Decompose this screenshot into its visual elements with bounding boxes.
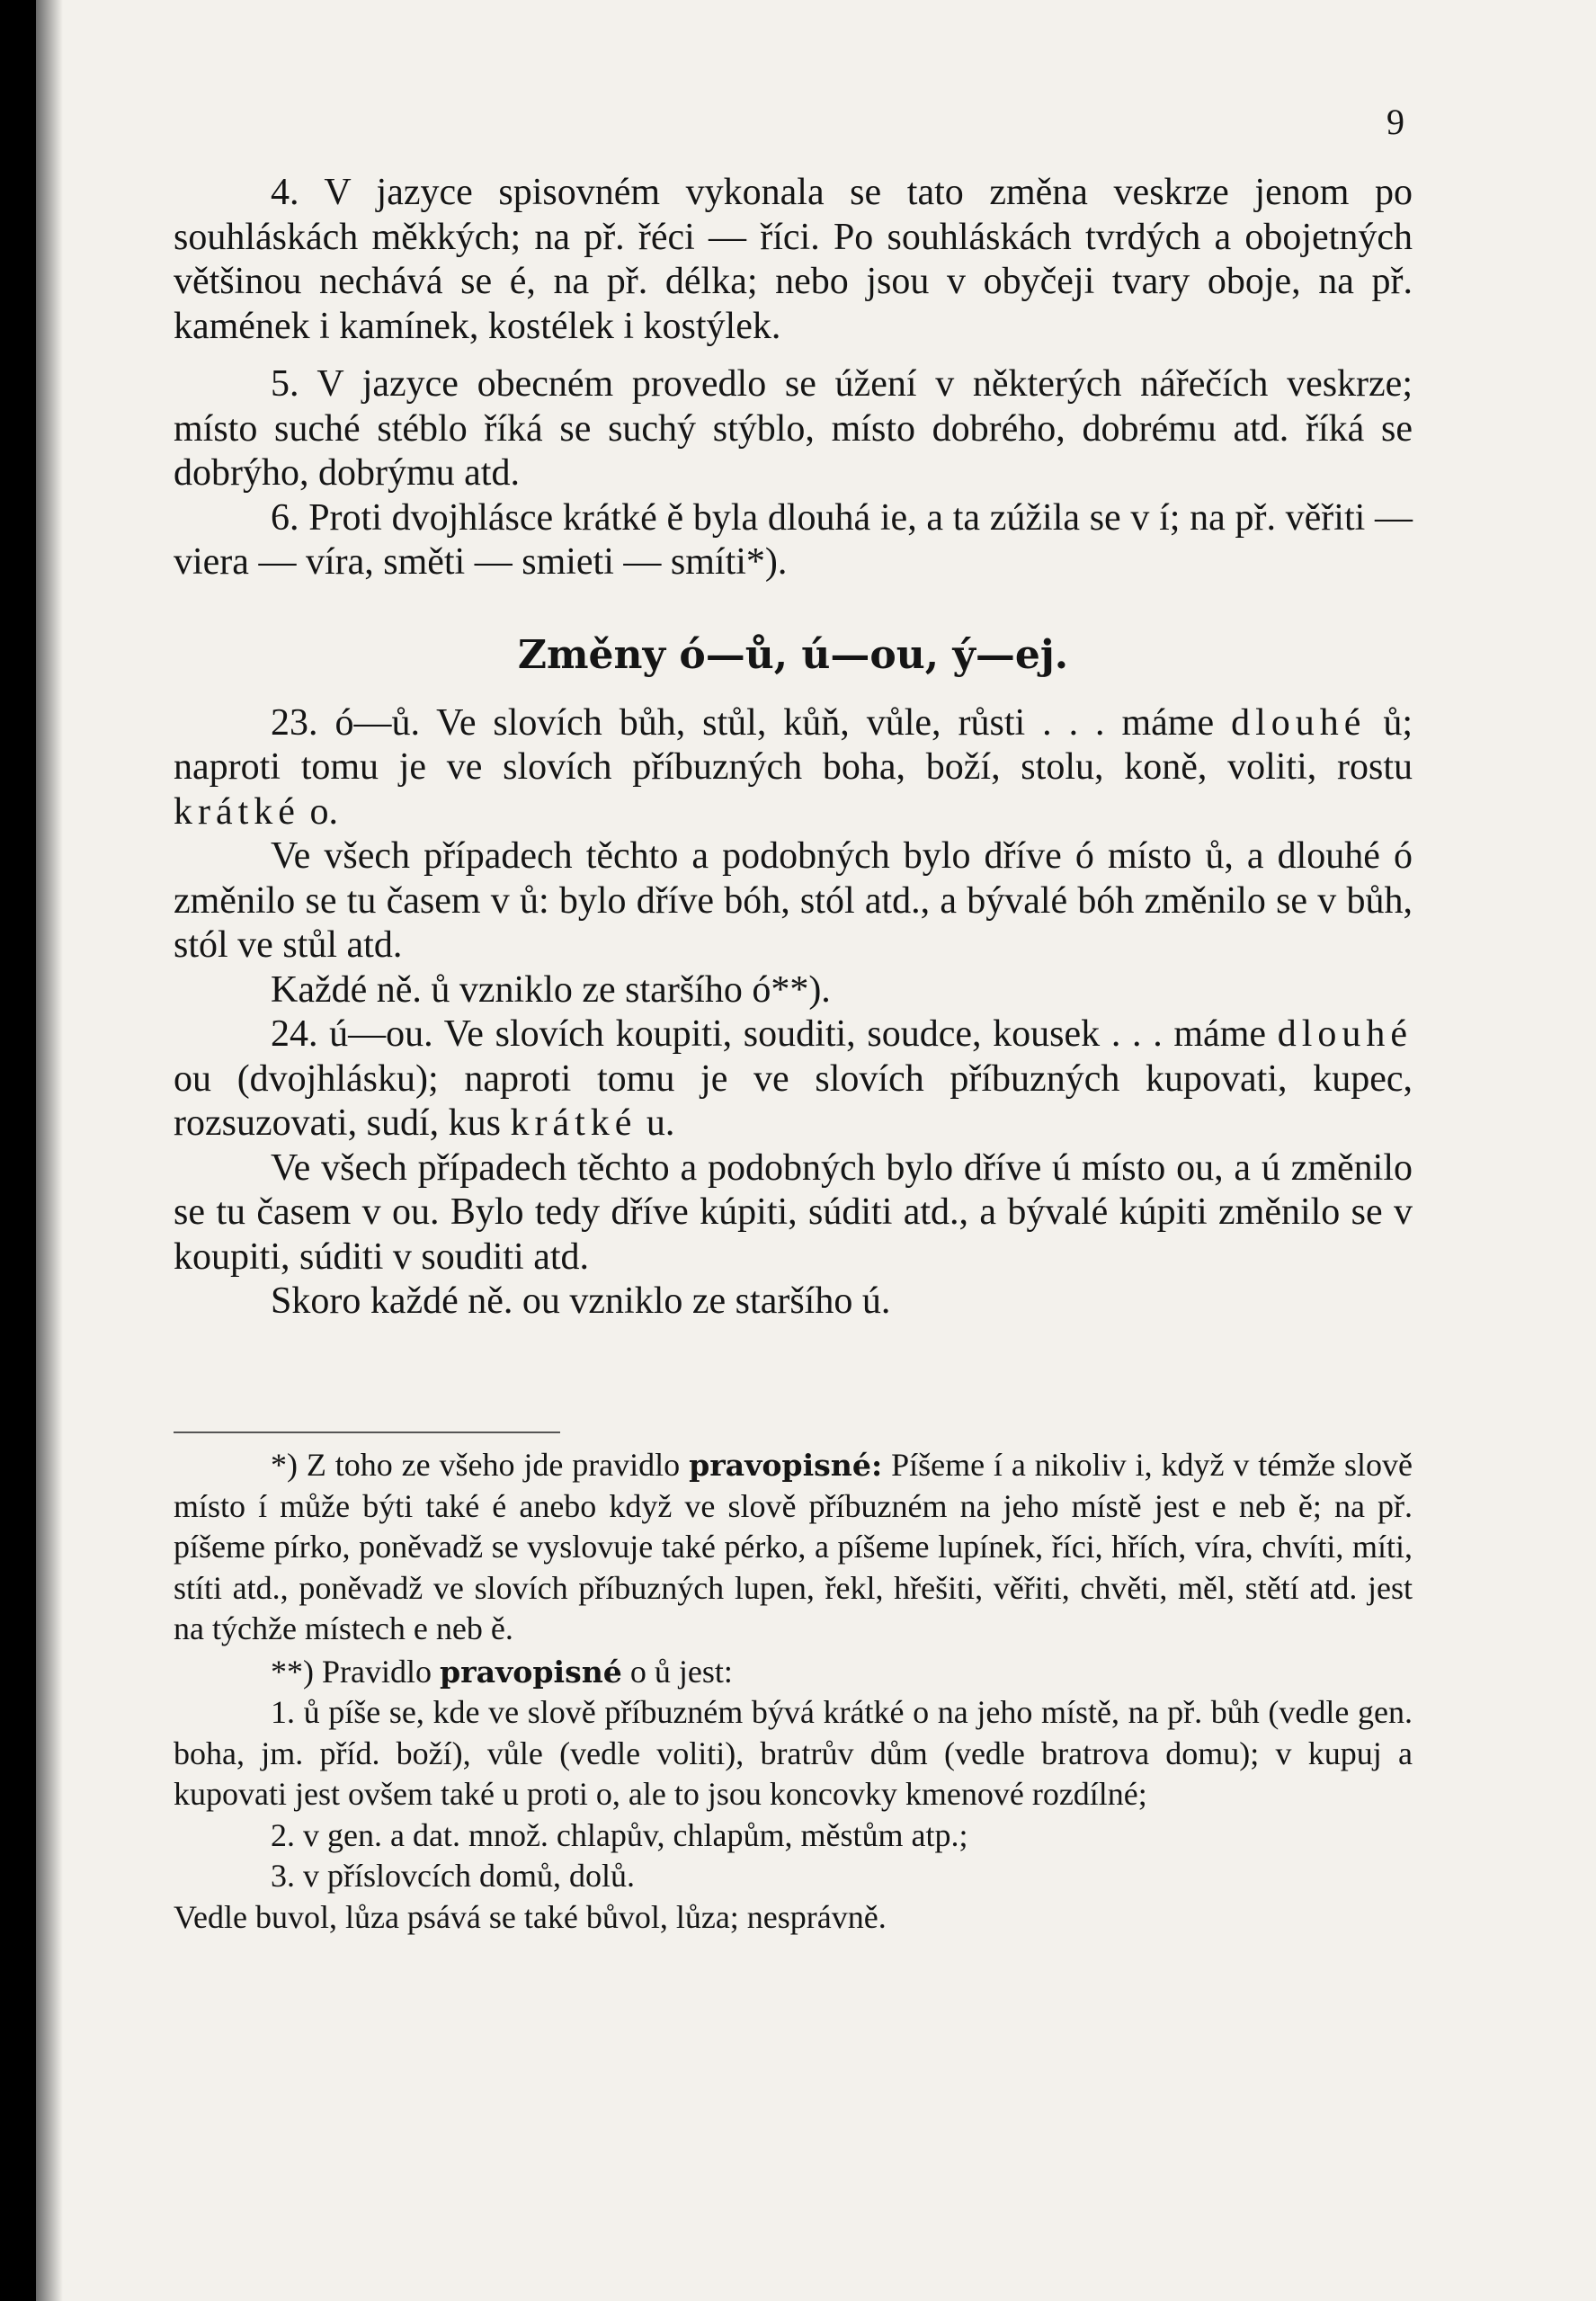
paragraph-5: 5. V jazyce obecném provedlo se úžení v některých nářečích veskrze; místo suché stéblo říká se suchý stýblo, místo dobrého, dobrému atd. říká se dobrýho, dobrýmu atd. [174,363,1413,494]
footnote-rule-1: 1. ů píše se, kde ve slově příbuzném bývá krátké o na jeho místě, na př. bůh (vedle gen. boha, jm. příd. boží), vůle (vedle voliti), bratrův dům (vedle bratrova domu); v kupuj a kupovati jest ovšem také u proti o, ale to jsou koncovky kmenové rozdílné; [174,1694,1413,1812]
footnote-rule-3: 3. v příslovcích domů, dolů. [271,1858,635,1894]
fn1-lead: *) Z toho ze všeho jde pravidlo [271,1447,681,1483]
footnote-2 [174,1652,1413,1693]
footnote-1 [174,1445,1413,1650]
s24-lead: 24. ú—ou. Ve slovích koupiti, souditi, soudce, kousek . . . [271,1013,1163,1055]
section-24-p2: Ve všech případech těchto a podobných bylo dříve ú místo ou, a ú změnilo se tu časem v ou. Bylo tedy dříve kúpiti, súditi atd., a bývalé kúpiti změnilo se v koupiti, súditi v souditi atd. [174,1146,1413,1278]
s24-mid: ou (dvojhlásku); naproti tomu je ve slovích příbuzných kupovati, kupec, rozsuzovati, sudí, kus [174,1057,1413,1144]
section-24-p3: Skoro každé ně. ou vzniklo ze staršího ú. [271,1280,891,1322]
s24-spaced: dlouhé [1277,1013,1413,1055]
s23-end: o. [309,790,338,833]
section-23-p3: Každé ně. ů vzniklo ze staršího ó**). [271,968,831,1011]
section-23-intro [174,701,1413,835]
page-number: 9 [1386,102,1404,142]
fn2-bold: pravopisné [439,1654,622,1690]
s23-lead: 23. ó—ů. Ve slovích bůh, stůl, kůň, vůle, růsti . . . máme [271,701,1215,744]
s23-spaced2: krátké [174,790,300,833]
fn1-text: Píšeme í a nikoliv i, když v témže slově místo í může býti také é anebo když ve slově příbuzném na jeho místě jest e neb ě; na př. píšeme pírko, poněvadž se vyslovuje také pérko, a píšeme lupínek, říci, hřích, víra, chvíti, míti, stíti atd., poněvadž ve slovích příbuzných lupen, řekl, hřešiti, věřiti, chvěti, měl, stětí atd. jest na týchže místech e neb ě. [174,1447,1413,1646]
paragraph-6: 6. Proti dvojhlásce krátké ě byla dlouhá ie, a ta zúžila se v í; na př. věřiti — viera — víra, směti — smieti — smíti*). [174,496,1413,583]
fn2-end: o ů jest: [629,1653,733,1690]
footnote-rule [174,1431,560,1433]
footnotes [174,1445,1413,1938]
s23-mid: ů; naproti tomu je ve slovích příbuzných boha, boží, stolu, koně, voliti, rostu [174,701,1413,788]
section-23-p2: Ve všech případech těchto a podobných bylo dříve ó místo ů, a dlouhé ó změnilo se tu časem v ů: bylo dříve bóh, stól atd., a bývalé bóh změnilo se v bůh, stól ve stůl atd. [174,835,1413,966]
footnote-rule-4: Vedle buvol, lůza psává se také bůvol, lůza; nesprávně. [174,1898,887,1935]
section-heading: Změny ó—ů, ú—ou, ý—ej. [517,631,1069,678]
s24-spaced2: krátké [510,1102,638,1144]
section-24-intro [174,1012,1413,1146]
s23-spaced: dlouhé [1231,701,1367,744]
footnote-rule-2: 2. v gen. a dat. množ. chlapův, chlapům, městům atp.; [271,1816,968,1853]
s24-mid-lead: máme [1173,1013,1267,1055]
paragraph-4: 4. V jazyce spisovném vykonala se tato změna veskrze jenom po souhláskách měkkých; na př. řéci — říci. Po souhláskách tvrdých a obojetných většinou nechává se é, na př. délka; nebo jsou v obyčeji tvary oboje, na př. kamének i kamínek, kostélek i kostýlek. [174,172,1413,347]
main-text [174,171,1413,1324]
scan-binding-edge [0,0,36,2301]
scan-binding-shadow [36,0,63,2301]
s24-end: u. [646,1102,675,1144]
fn1-bold: pravopisné: [689,1448,883,1483]
fn2-lead: **) Pravidlo [271,1653,432,1690]
